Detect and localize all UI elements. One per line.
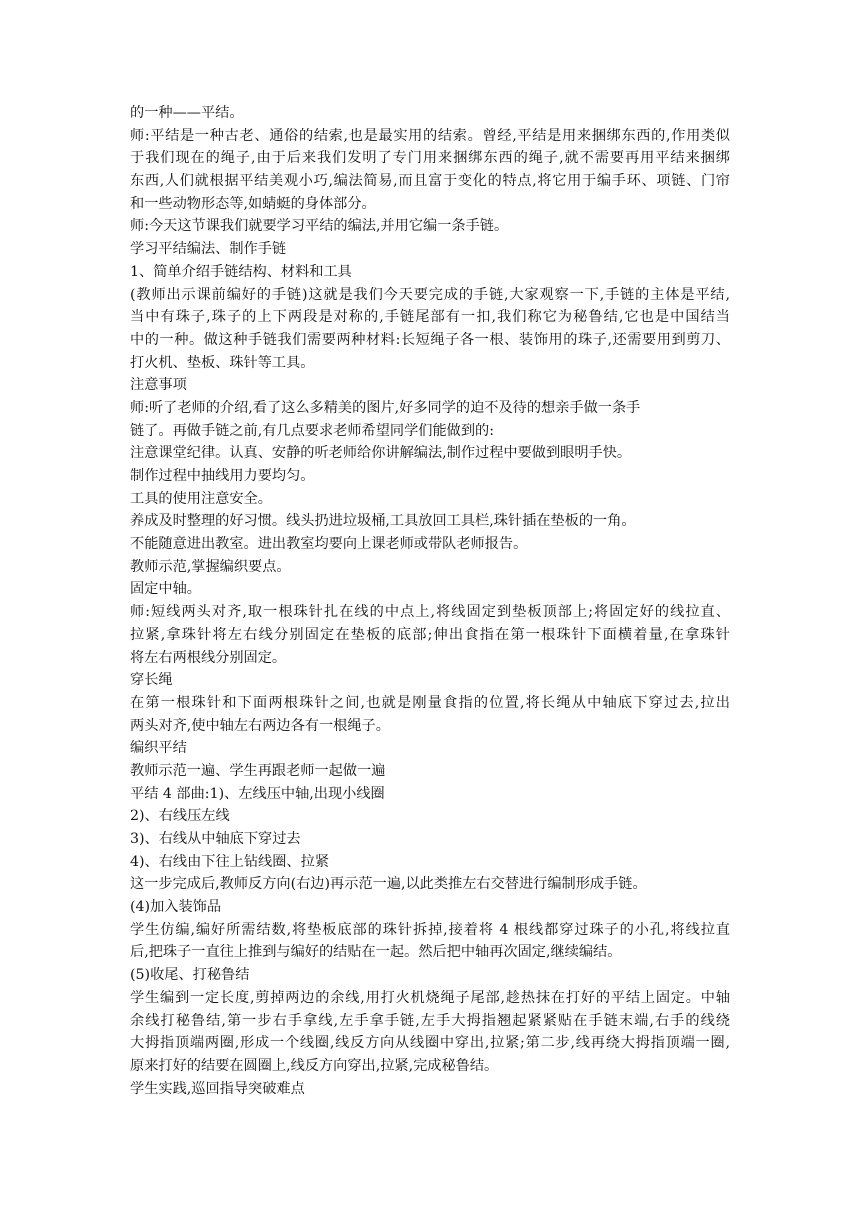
text-line: 1、简单介绍手链结构、材料和工具	[130, 263, 352, 280]
text-line: 后,把珠子一直往上推到与编好的结贴在一起。然后把中轴再次固定,继续编结。	[130, 944, 622, 961]
text-line: 师:短线两头对齐,取一根珠针扎在线的中点上,将线固定到垫板顶部上;将固定好的线拉直、	[130, 604, 730, 621]
document-body	[130, 102, 730, 1100]
text-line: 学生仿编,编好所需结数,将垫板底部的珠针拆掉,接着将 4 根线都穿过珠子的小孔,将线拉直	[130, 921, 730, 938]
text-line: 养成及时整理的好习惯。线头扔进垃圾桶,工具放回工具栏,珠针插在垫板的一角。	[130, 513, 636, 530]
text-line: 在第一根珠针和下面两根珠针之间,也就是刚量食指的位置,将长绳从中轴底下穿过去,拉出	[130, 694, 730, 711]
text-line: 师:平结是一种古老、通俗的结索,也是最实用的结索。曾经,平结是用来捆绑东西的,作用类似	[130, 127, 730, 144]
text-line: 两头对齐,使中轴左右两边各有一根绳子。	[130, 717, 390, 734]
text-line: 教师示范一遍、学生再跟老师一起做一遍	[130, 762, 386, 779]
text-line: 注意课堂纪律。认真、安静的听老师给你讲解编法,制作过程中要做到眼明手快。	[130, 445, 632, 462]
text-line: 余线打秘鲁结,第一步右手拿线,左手拿手链,左手大拇指翘起紧紧贴在手链末端,右手的线绕	[130, 1012, 730, 1029]
text-line: 师:听了老师的介绍,看了这么多精美的图片,好多同学的迫不及待的想亲手做一条手	[130, 399, 641, 416]
text-line: 和一些动物形态等,如蜻蜓的身体部分。	[130, 195, 376, 212]
text-line: 的一种——平结。	[130, 105, 244, 121]
text-line: 学生编到一定长度,剪掉两边的余线,用打火机烧绳子尾部,趁热抹在打好的平结上固定。中轴	[130, 989, 730, 1006]
text-line: 平结 4 部曲:1)、左线压中轴,出现小线圈	[130, 785, 385, 802]
text-line: 制作过程中抽线用力要均匀。	[130, 468, 315, 484]
text-line: 链了。再做手链之前,有几点要求老师希望同学们能做到的:	[130, 422, 494, 439]
text-line: 师:今天这节课我们就要学习平结的编法,并用它编一条手链。	[130, 218, 509, 235]
text-line: 工具的使用注意安全。	[130, 490, 272, 507]
text-line: 东西,人们就根据平结美观小巧,编法简易,而且富于变化的特点,将它用于编手环、项链、门帘	[130, 173, 730, 190]
text-line: 穿长绳	[130, 672, 173, 689]
text-line: 大拇指顶端两圈,形成一个线圈,线反方向从线圈中穿出,拉紧;第二步,线再绕大拇指顶端一圈,	[130, 1035, 730, 1052]
text-line: (教师出示课前编好的手链)这就是我们今天要完成的手链,大家观察一下,手链的主体是平结,	[130, 286, 730, 303]
text-line: 学习平结编法、制作手链	[130, 241, 287, 258]
text-line: 不能随意进出教室。进出教室均要向上课老师或带队老师报告。	[130, 536, 528, 553]
text-line: 打火机、垫板、珠针等工具。	[130, 354, 315, 371]
text-line: (5)收尾、打秘鲁结	[130, 967, 250, 984]
text-line: 这一步完成后,教师反方向(右边)再示范一遍,以此类推左右交替进行编制形成手链。	[130, 876, 647, 893]
text-line: 2)、右线压左线	[130, 808, 230, 825]
text-line: 学生实践,巡回指导突破难点	[130, 1080, 305, 1097]
text-line: 教师示范,掌握编织要点。	[130, 558, 291, 575]
text-line: 注意事项	[130, 377, 187, 394]
text-line: 于我们现在的绳子,由于后来我们发明了专门用来捆绑东西的绳子,就不需要再用平结来捆绑	[130, 150, 730, 167]
text-line: 3)、右线从中轴底下穿过去	[130, 831, 301, 847]
text-line: 将左右两根线分别固定。	[130, 649, 287, 666]
text-line: 拉紧,拿珠针将左右线分别固定在垫板的底部;伸出食指在第一根珠针下面横着量,在拿珠针	[130, 626, 730, 643]
text-line: 原来打好的结要在圆圈上,线反方向穿出,拉紧,完成秘鲁结。	[130, 1057, 499, 1074]
text-line: 4)、右线由下往上钻线圈、拉紧	[130, 853, 330, 870]
text-line: 当中有珠子,珠子的上下两段是对称的,手链尾部有一扣,我们称它为秘鲁结,它也是中国结当	[130, 309, 730, 326]
text-line: (4)加入装饰品	[130, 899, 222, 916]
text-line: 编织平结	[130, 740, 187, 757]
text-line: 固定中轴。	[130, 581, 201, 598]
text-line: 中的一种。做这种手链我们需要两种材料:长短绳子各一根、装饰用的珠子,还需要用到剪刀、	[130, 331, 730, 348]
